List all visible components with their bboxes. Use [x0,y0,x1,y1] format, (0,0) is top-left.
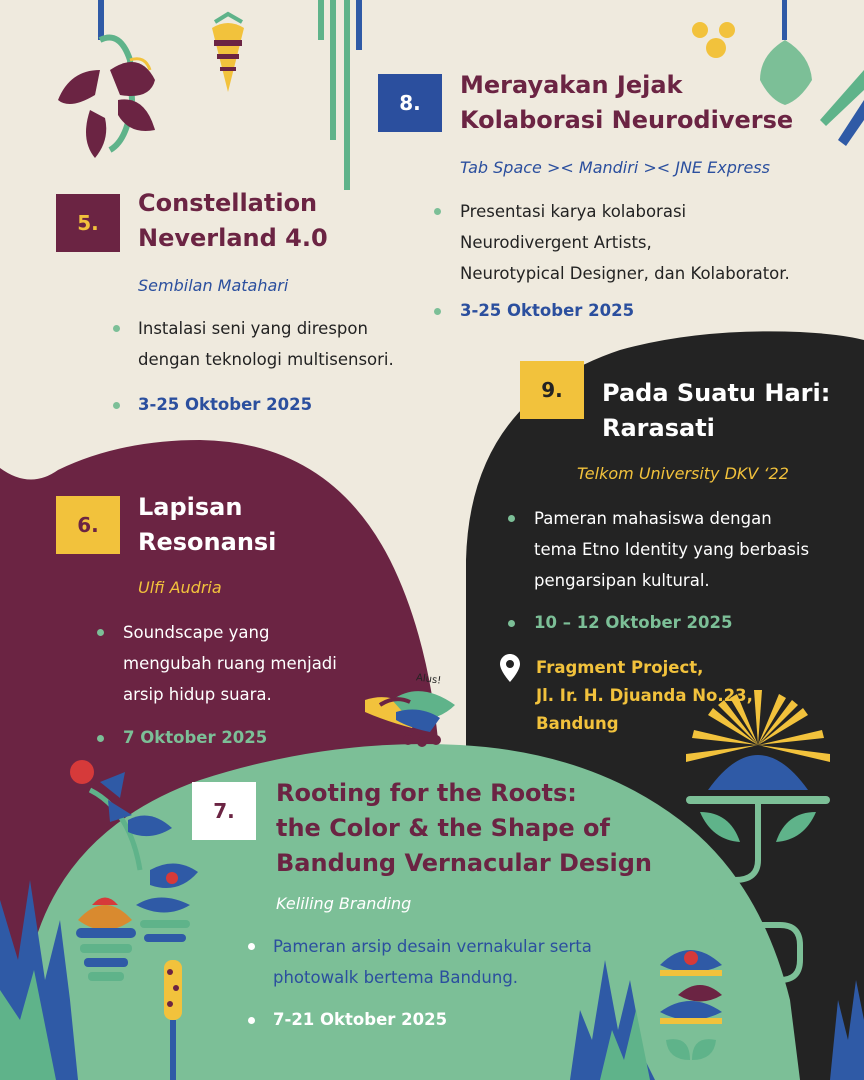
event-title-line: Rarasati [602,414,715,442]
illustration-caption: Alus! [415,672,442,687]
leaf-illustration [58,38,155,159]
bullet-dot [97,735,104,742]
description-line: pengarsipan kultural. [534,571,710,590]
description-line: tema Etno Identity yang berbasis [534,540,810,559]
event-title-line: Resonansi [138,528,277,556]
event-number: 6. [77,513,99,537]
event-title-line: Pada Suatu Hari: [602,379,831,407]
bullet-dot [248,943,255,950]
bullet-dot [508,620,515,627]
bullet-dot [248,1017,255,1024]
event-location [536,654,753,738]
event-title [138,186,328,256]
event-description [534,503,809,596]
bullet-dot [434,308,441,315]
event-title [602,376,830,446]
event-title-line: Constellation [138,189,318,217]
event-number-badge [520,361,584,419]
description-line: Pameran mahasiswa dengan [534,509,772,528]
event-date: 10 – 12 Oktober 2025 [534,613,733,632]
event-number-badge [378,74,442,132]
event-collaborators: Sembilan Matahari [138,276,289,295]
event-date: 3-25 Oktober 2025 [460,301,635,320]
description-line: Neurotypical Designer, dan Kolaborator. [460,264,790,283]
location-line: Bandung [536,714,619,733]
description-line: Soundscape yang [123,623,270,642]
event-collaborators: Keliling Branding [276,894,412,913]
event-title-line: Lapisan [138,493,243,521]
event-number-badge [192,782,256,840]
event-date: 7-21 Oktober 2025 [273,1010,448,1029]
event-title-line: the Color & the Shape of [276,814,610,842]
location-line: Fragment Project, [536,658,704,677]
bullet-dot [113,325,120,332]
event-collaborators: Ulfi Audria [138,578,222,597]
event-title-line: Merayakan Jejak [460,71,683,99]
event-number: 5. [77,211,99,235]
bullet-dot [434,208,441,215]
event-number: 7. [213,799,235,823]
event-title [460,68,793,138]
description-line: mengubah ruang menjadi [123,654,337,673]
bullet-dot [97,629,104,636]
event-number-badge [56,194,120,252]
bullet-dot [113,402,120,409]
event-collaborators: Tab Space >< Mandiri >< JNE Express [460,158,770,177]
event-description [273,931,592,993]
event-title-line: Bandung Vernacular Design [276,849,653,877]
event-description [138,313,394,375]
event-date: 3-25 Oktober 2025 [138,395,313,414]
description-line: Presentasi karya kolaborasi [460,202,687,221]
event-title-line: Neverland 4.0 [138,224,328,252]
description-line: Instalasi seni yang direspon [138,319,368,338]
description-line: photowalk bertema Bandung. [273,968,519,987]
event-title [276,776,652,881]
event-description [460,196,790,289]
description-line: Pameran arsip desain vernakular serta [273,937,592,956]
event-title-line: Rooting for the Roots: [276,779,577,807]
event-number-badge [56,496,120,554]
event-collaborators: Telkom University DKV ‘22 [577,464,789,483]
description-line: dengan teknologi multisensori. [138,350,394,369]
event-title [138,490,276,560]
description-line: arsip hidup suara. [123,685,272,704]
carrot-illustration [212,14,244,92]
event-number: 8. [399,91,421,115]
description-line: Neurodivergent Artists, [460,233,652,252]
location-pin-icon [500,654,520,682]
event-number: 9. [541,378,563,402]
location-line: Jl. Ir. H. Djuanda No.23, [536,686,753,705]
bullet-dot [508,515,515,522]
event-title-line: Kolaborasi Neurodiverse [460,106,794,134]
event-date: 7 Oktober 2025 [123,728,268,747]
event-description [123,617,337,710]
